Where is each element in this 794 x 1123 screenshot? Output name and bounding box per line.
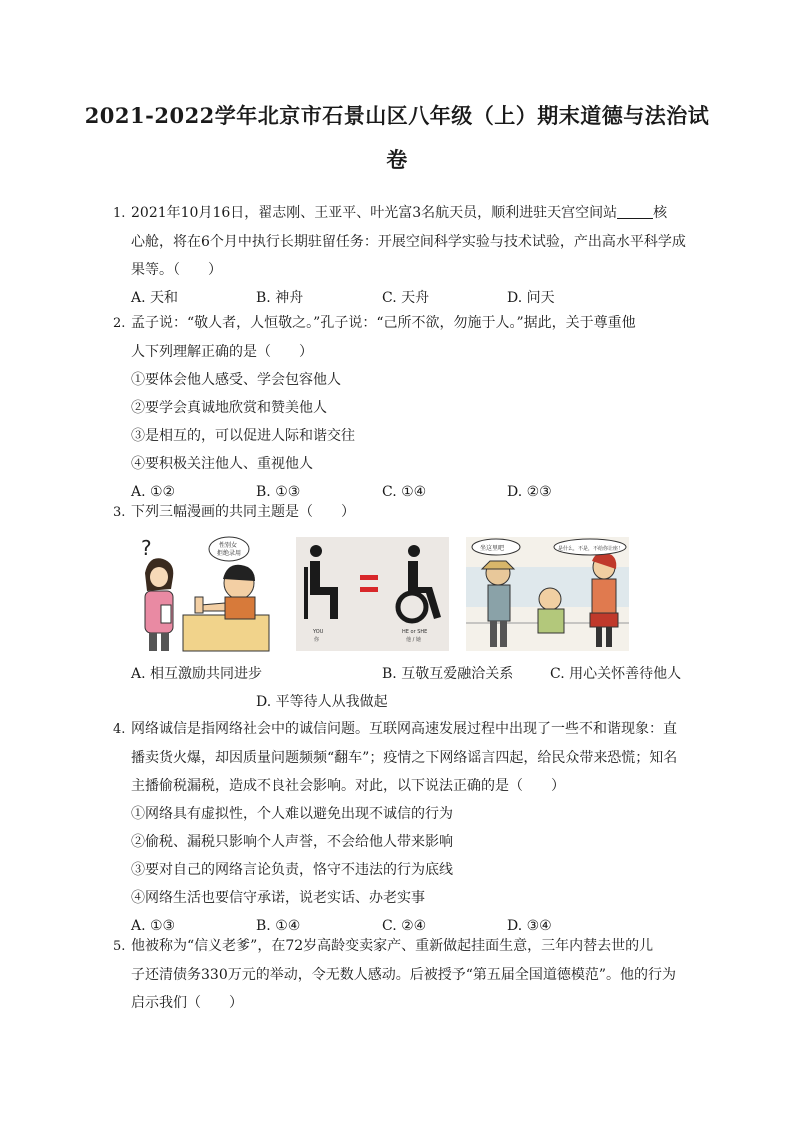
question-3-options bbox=[131, 660, 691, 716]
svg-text:?: ? bbox=[141, 536, 152, 560]
question-text: 2021年10月16日，翟志刚、王亚平、叶光富3名航天员，顺利进驻天宫空间站 bbox=[131, 205, 618, 221]
exam-title bbox=[80, 94, 714, 182]
svg-text:HE or SHE: HE or SHE bbox=[402, 629, 428, 635]
question-text: 心舱，将在6个月中执行长期驻留任务：开展空间科学实验与技术试验，产出高水平科学成 bbox=[131, 234, 686, 250]
option-b[interactable]: B. ①④ bbox=[256, 918, 301, 934]
question-text: 人下列理解正确的是（ ） bbox=[131, 344, 313, 360]
question-number: 4. bbox=[113, 722, 126, 737]
statement: ②要学会真诚地欣赏和赞美他人 bbox=[131, 400, 327, 416]
statement: ①要体会他人感受、学会包容他人 bbox=[131, 372, 341, 388]
statement: ③要对自己的网络言论负责，恪守不违法的行为底线 bbox=[131, 862, 453, 878]
answer-blank bbox=[617, 202, 653, 219]
option-b[interactable]: B. 互敬互爱融洽关系 bbox=[382, 666, 514, 682]
question-text: 播卖货火爆，却因质量问题频频“翻车”；疫情之下网络谣言四起，给民众带来恐慌；知名 bbox=[131, 750, 678, 766]
question-text: 子还清债务330万元的举动，令无数人感动。后被授予“第五届全国道德模范”。他的行为 bbox=[131, 967, 677, 983]
option-a[interactable]: A. 天和 bbox=[131, 290, 179, 306]
option-b[interactable]: B. ①③ bbox=[256, 484, 301, 500]
option-d[interactable]: D. ②③ bbox=[507, 484, 552, 500]
comic-illustration-2 bbox=[296, 537, 449, 651]
svg-text:YOU: YOU bbox=[313, 629, 324, 635]
option-a[interactable]: A. ①③ bbox=[131, 918, 176, 934]
question-1 bbox=[113, 199, 691, 312]
option-c[interactable]: C. 天舟 bbox=[382, 290, 430, 306]
statement: ④要积极关注他人、重视他人 bbox=[131, 456, 313, 472]
comic-panel-discrimination bbox=[131, 535, 274, 653]
option-a[interactable]: A. ①② bbox=[131, 484, 176, 500]
option-b[interactable]: B. 神舟 bbox=[256, 290, 304, 306]
svg-text:性别女: 性别女 bbox=[219, 542, 238, 549]
svg-text:拒绝录用: 拒绝录用 bbox=[217, 550, 242, 557]
option-c[interactable]: C. ②④ bbox=[382, 918, 427, 934]
statement: ④网络生活也要信守承诺，说老实话、办老实事 bbox=[131, 890, 425, 906]
exam-title-line1: 2021-2022学年北京市石景山区八年级（上）期末道德与法治试 bbox=[84, 103, 710, 128]
comic-panel-equal-seats bbox=[296, 537, 449, 651]
option-d[interactable]: D. ③④ bbox=[507, 918, 552, 934]
comic-illustration-1 bbox=[131, 535, 274, 653]
question-5 bbox=[113, 932, 691, 1017]
question-4 bbox=[113, 715, 691, 940]
option-a[interactable]: A. 相互激励共同进步 bbox=[131, 666, 263, 682]
exam-title-line2: 卷 bbox=[386, 147, 408, 172]
question-number: 1. bbox=[113, 206, 126, 221]
option-d[interactable]: D. 问天 bbox=[507, 290, 555, 306]
question-3 bbox=[113, 498, 691, 527]
svg-text:是什么，不是，不给你让座！: 是什么，不是，不给你让座！ bbox=[558, 546, 624, 552]
options-row bbox=[131, 688, 691, 716]
statement: ②偷税、漏税只影响个人声誉，不会给他人带来影响 bbox=[131, 834, 453, 850]
question-number: 2. bbox=[113, 316, 126, 331]
question-number: 3. bbox=[113, 505, 126, 520]
question-text: 主播偷税漏税，造成不良社会影响。对此，以下说法正确的是（ ） bbox=[131, 778, 565, 794]
question-number: 5. bbox=[113, 939, 126, 954]
option-c[interactable]: C. ①④ bbox=[382, 484, 427, 500]
svg-text:你: 你 bbox=[314, 637, 320, 643]
option-d[interactable]: D. 平等待人从我做起 bbox=[256, 694, 388, 710]
comic-panel-bus-seat bbox=[466, 537, 629, 651]
question-text: 果等。（ ） bbox=[131, 262, 222, 278]
question-text: 他被称为“信义老爹”，在72岁高龄变卖家产、重新做起挂面生意，三年内替去世的儿 bbox=[131, 938, 654, 954]
options-row bbox=[131, 284, 691, 312]
options-row bbox=[131, 660, 691, 688]
statement: ③是相互的，可以促进人际和谐交往 bbox=[131, 428, 355, 444]
option-c[interactable]: C. 用心关怀善待他人 bbox=[550, 666, 682, 682]
question-text: 孟子说：“敬人者，人恒敬之。”孔子说：“己所不欲，勿施于人。”据此，关于尊重他 bbox=[131, 315, 636, 331]
question-text: 启示我们（ ） bbox=[131, 995, 243, 1011]
question-2 bbox=[113, 309, 691, 506]
question-text: 核 bbox=[653, 205, 668, 221]
svg-text:他 / 她: 他 / 她 bbox=[406, 637, 421, 643]
question-text: 下列三幅漫画的共同主题是（ ） bbox=[131, 504, 355, 520]
svg-text:坐这里吧: 坐这里吧 bbox=[480, 545, 505, 552]
statement: ①网络具有虚拟性，个人难以避免出现不诚信的行为 bbox=[131, 806, 453, 822]
question-text: 网络诚信是指网络社会中的诚信问题。互联网高速发展过程中出现了一些不和谐现象：直 bbox=[131, 721, 677, 737]
comic-illustration-3 bbox=[466, 537, 629, 651]
